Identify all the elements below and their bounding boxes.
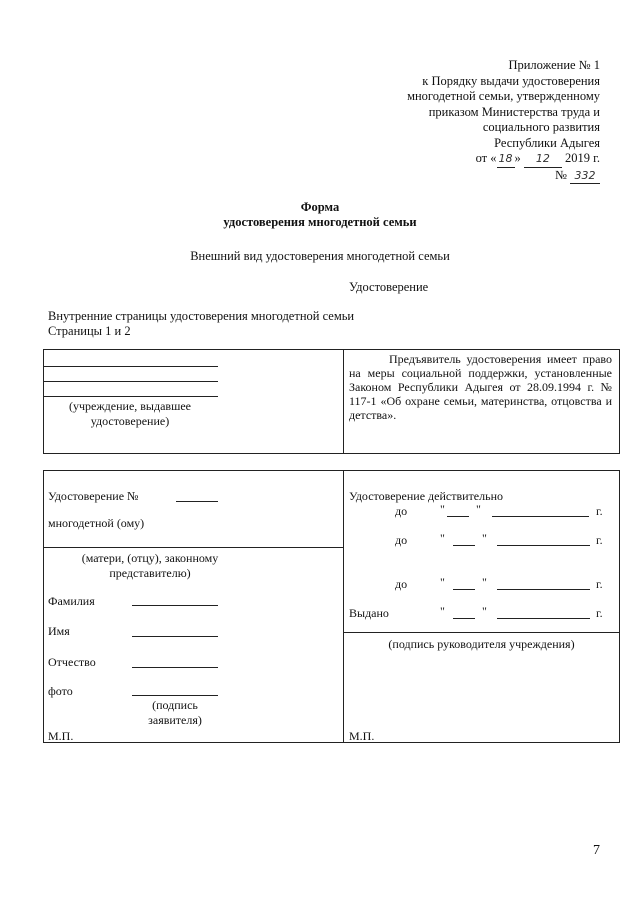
quote-mark: " <box>482 531 487 545</box>
applicant-signature-caption: (подпись заявителя) <box>148 698 202 727</box>
photo-label: фото <box>48 684 73 698</box>
cert-number-line <box>176 501 218 502</box>
surname-line <box>132 605 218 606</box>
patronymic-line <box>132 667 218 668</box>
patronymic-label: Отчество <box>48 655 96 669</box>
issuer-line <box>43 366 218 367</box>
month-year-line <box>497 589 590 590</box>
year-mark: г. <box>596 606 603 620</box>
quote-mark: " <box>440 502 445 516</box>
appendix-block <box>340 58 600 184</box>
year-mark: г. <box>596 577 603 591</box>
order-number: 332 <box>570 168 600 185</box>
head-signature-caption: (подпись руководителя учреждения) <box>388 637 575 651</box>
appendix-line: социального развития <box>482 120 600 134</box>
certificate-word: Удостоверение <box>349 280 429 294</box>
valid-label: Удостоверение действительно <box>349 489 504 503</box>
day-line <box>447 516 469 517</box>
signature-line <box>132 695 218 696</box>
year-mark: г. <box>596 533 603 547</box>
name-line <box>132 636 218 637</box>
valid-until-label: до <box>395 577 408 591</box>
year-mark: г. <box>596 504 603 518</box>
date-day: 18 <box>497 151 515 168</box>
quote-mark: " <box>440 575 445 589</box>
heading-form: Форма <box>300 200 340 214</box>
quote-mark: " <box>482 604 487 618</box>
appendix-line: приказом Министерства труда и <box>428 104 600 119</box>
issuer-line <box>43 381 218 382</box>
date-month: 12 <box>524 151 562 168</box>
stamp-left: М.П. <box>48 729 74 743</box>
day-line <box>453 545 475 546</box>
valid-until-label: до <box>395 533 408 547</box>
appendix-date: от « 18 » 12 2019 г. <box>340 151 600 168</box>
appendix-line: многодетной семьи, утвержденному <box>407 89 600 103</box>
right-separator <box>343 632 620 633</box>
page-number: 7 <box>593 843 600 858</box>
quote-mark: " <box>440 531 445 545</box>
large-family-label: многодетной (ому) <box>48 516 145 530</box>
form-heading <box>0 200 640 230</box>
heading-subtitle: удостоверения многодетной семьи <box>223 215 417 229</box>
month-year-line <box>492 516 589 517</box>
day-line <box>453 589 475 590</box>
name-label: Имя <box>48 624 70 638</box>
appendix-line: Республики Адыгея <box>494 135 600 150</box>
left-separator <box>43 547 343 548</box>
day-line <box>453 618 475 619</box>
box-divider <box>343 470 344 743</box>
quote-mark: " <box>482 575 487 589</box>
appendix-title: Приложение № 1 <box>508 58 600 72</box>
outer-view-caption: Внешний вид удостоверения многодетной семьи <box>190 249 450 263</box>
quote-mark: " <box>440 604 445 618</box>
valid-until-label: до <box>395 504 408 518</box>
cert-number-label: Удостоверение № <box>48 489 139 503</box>
issuer-caption: (учреждение, выдавшее удостоверение) <box>69 399 191 428</box>
appendix-number: № 332 <box>340 168 600 185</box>
issued-label: Выдано <box>349 606 389 620</box>
issuer-line <box>43 396 218 397</box>
inner-pages-caption: Внутренние страницы удостоверения многодетной семьи Страницы 1 и 2 <box>48 309 355 338</box>
stamp-right: М.П. <box>349 729 375 743</box>
month-year-line <box>497 618 590 619</box>
appendix-line: к Порядку выдачи удостоверения <box>422 73 600 88</box>
box-divider <box>343 349 344 454</box>
quote-mark: " <box>476 502 481 516</box>
parent-caption: (матери, (отцу), законному представителю) <box>81 551 219 580</box>
month-year-line <box>497 545 590 546</box>
surname-label: Фамилия <box>48 594 95 608</box>
holder-rights-text: Предъявитель удостоверения имеет право на меры социальной поддержки, установленные Законом Республики Адыгея от 28.09.1994 г. № 117-1 «Об охране семьи, материнства, отцовства и детства». <box>349 352 612 422</box>
